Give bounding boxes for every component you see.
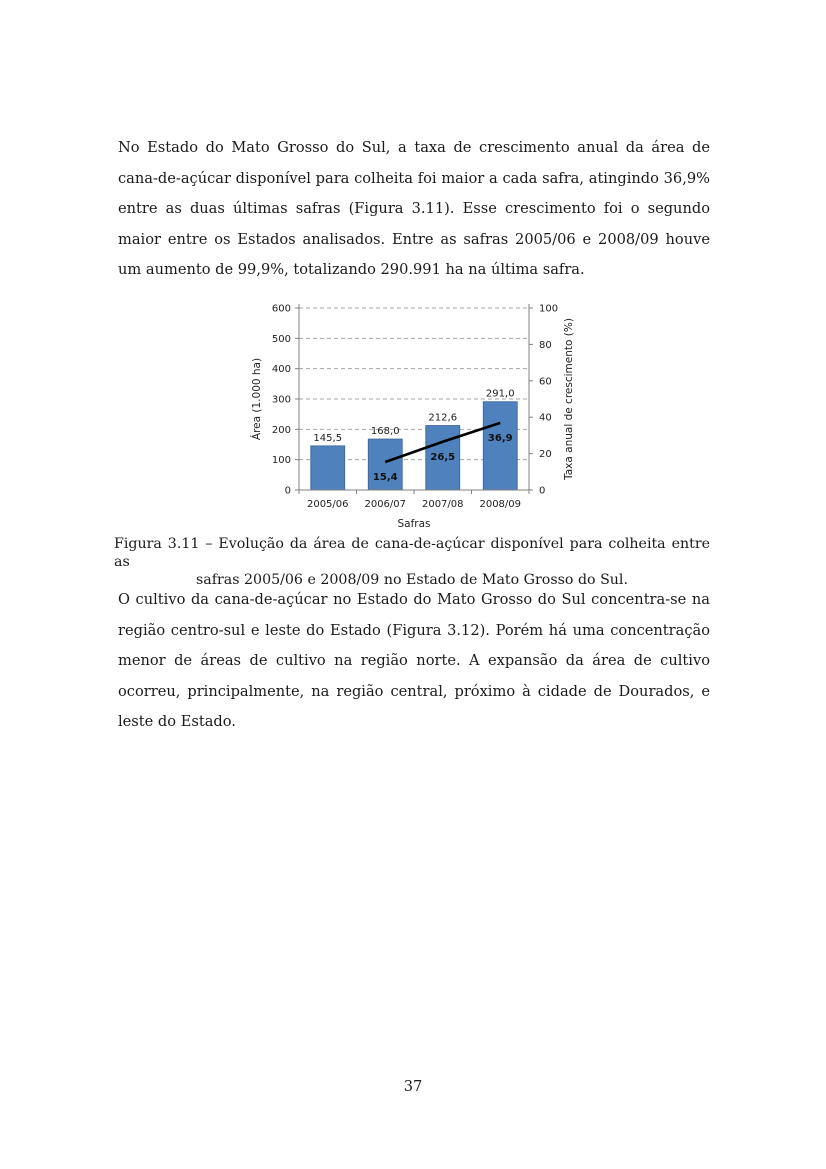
y-tick-label: 500 xyxy=(271,333,291,345)
x-tick-label: 2005/06 xyxy=(306,499,349,510)
bar xyxy=(483,402,517,490)
bar-value-label: 145,5 xyxy=(313,432,343,444)
paragraph-cultivation: O cultivo da cana-de-açúcar no Estado do Mato Grosso do Sul concentra-se na região centro-sul e leste do Estado (Figura 3.12). Porém há uma concentração menor de áreas de cultivo na região norte. A expansão da área de cultivo ocorreu, principalmente, na região central, próximo à cidade de Dourados, e leste do Estado. xyxy=(118,591,710,730)
y2-tick-label: 60 xyxy=(539,376,552,388)
page-number: 37 xyxy=(403,1078,423,1095)
y-tick-label: 200 xyxy=(271,424,291,436)
y2-tick-label: 100 xyxy=(539,303,559,315)
growth-rate-label: 15,4 xyxy=(372,471,398,483)
y2-tick-label: 40 xyxy=(539,412,552,424)
bar-value-label: 291,0 xyxy=(485,388,515,400)
caption-line-2: safras 2005/06 e 2008/09 no Estado de Mato Grosso do Sul. xyxy=(196,572,628,588)
growth-rate-label: 36,9 xyxy=(487,432,513,444)
y2-tick-label: 80 xyxy=(539,339,552,351)
caption-line-1: Figura 3.11 – Evolução da área de cana-de-açúcar disponível para colheita entre as xyxy=(114,536,710,570)
growth-rate-label: 26,5 xyxy=(430,451,456,463)
figure-caption xyxy=(114,535,710,589)
y2-tick-label: 20 xyxy=(539,449,552,461)
y-axis-title: Área (1.000 ha) xyxy=(251,357,263,441)
bar xyxy=(311,446,345,490)
y-tick-label: 0 xyxy=(284,485,291,497)
paragraph-intro: No Estado do Mato Grosso do Sul, a taxa de crescimento anual da área de cana-de-açúcar disponível para colheita foi maior a cada safra, atingindo 36,9% entre as duas últimas safras (Figura 3.11). Esse crescimento foi o segundo maior entre os Estados analisados. Entre as safras 2005/06 e 2008/09 houve um aumento de 99,9%, totalizando 290.991 ha na última safra. xyxy=(118,139,710,278)
x-tick-label: 2008/09 xyxy=(479,499,522,510)
y-tick-label: 400 xyxy=(271,364,291,376)
x-axis-title: Safras xyxy=(397,518,431,530)
bar-value-label: 168,0 xyxy=(370,426,400,438)
y-tick-label: 600 xyxy=(271,303,291,315)
x-tick-label: 2007/08 xyxy=(421,499,464,510)
x-tick-label: 2006/07 xyxy=(364,499,407,510)
y-tick-label: 100 xyxy=(271,455,291,467)
y-tick-label: 300 xyxy=(271,394,291,406)
y2-axis-title: Taxa anual de crescimento (%) xyxy=(563,318,575,480)
y2-tick-label: 0 xyxy=(539,485,546,497)
area-growth-chart xyxy=(240,296,590,534)
bar-value-label: 212,6 xyxy=(428,412,458,424)
